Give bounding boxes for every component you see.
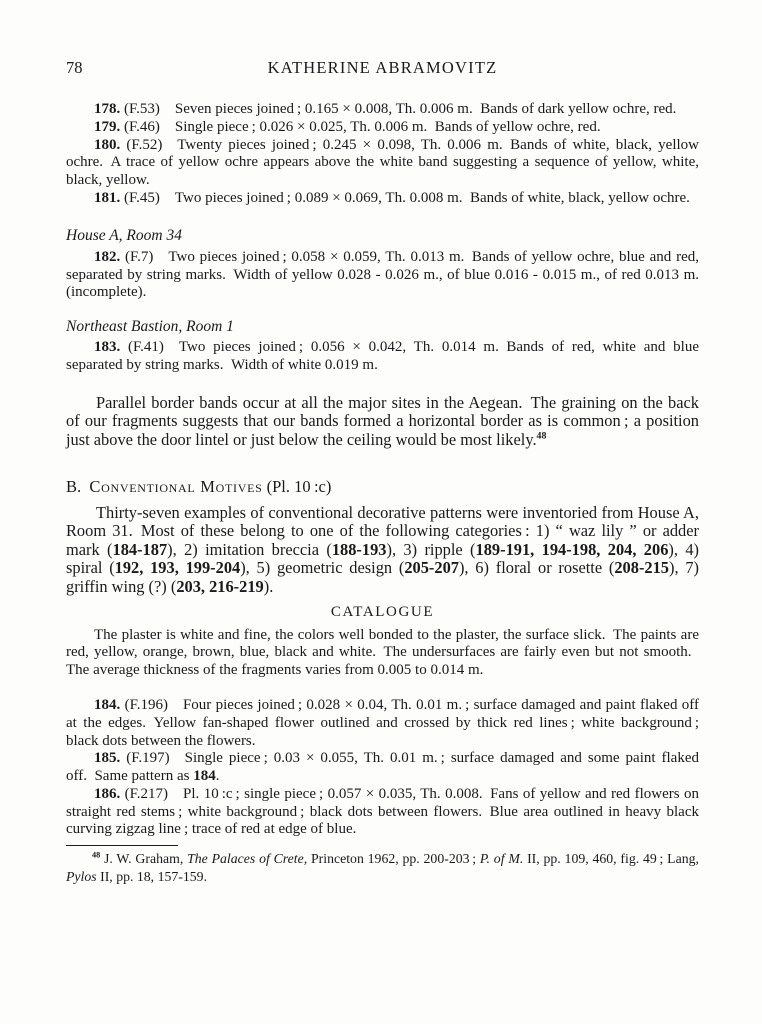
catalog-entry-181: 181. (F.45) Two pieces joined ; 0.089 × 0.069, Th. 0.008 m. Bands of white, black, yellow ochre. — [94, 189, 690, 206]
catalog-entry-186: 186. (F.217) Pl. 10 :c ; single piece ; 0.057 × 0.035, Th. 0.008. Fans of yellow and red flowers on straight red stems ; white background ; black dots between flowers. Blue area outlined in heavy black curving zigzag line ; trace of red at edge of blue. — [66, 785, 699, 838]
section-heading-house-a-room-34: House A, Room 34 — [66, 226, 182, 244]
catalog-entry-178: 178. (F.53) Seven pieces joined ; 0.165 × 0.008, Th. 0.006 m. Bands of dark yellow ochre, red. — [94, 101, 677, 117]
section-b-heading: B. Conventional Motives (Pl. 10 :c) — [66, 476, 332, 496]
running-header-title: KATHERINE ABRAMOVITZ — [267, 58, 498, 77]
catalog-entry-180: 180. (F.52) Twenty pieces joined ; 0.245 × 0.098, Th. 0.006 m. Bands of white, black, yellow ochre. A trace of yellow ochre appears above the white band suggesting a sequence of yellow, white, black, yellow. — [66, 136, 699, 189]
catalog-entry-182: 182. (F.7) Two pieces joined ; 0.058 × 0.059, Th. 0.013 m. Bands of yellow ochre, blue and red, separated by string marks. Width of yellow 0.028 - 0.026 m., of blue 0.016 - 0.015 m., of red 0.013 m. (incomplete). — [66, 248, 699, 301]
section-b-paragraph: Thirty-seven examples of conventional decorative patterns were inventoried from House A, Room 31. Most of these belong to one of the following categories : 1) “ waz lily ” or adder mark (184-187), 2) imitation breccia (188-193), 3) ripple (189-191, 194-198, 204, 206), 4) spiral (192, 193, 199-204), 5) geometric design (205-207), 6) floral or rosette (208-215), 7) griffin wing (?) (203, 216-219). — [66, 502, 699, 596]
page-number: 78 — [66, 58, 83, 77]
journal-page — [66, 58, 699, 885]
catalog-entry-179: 179. (F.46) Single piece ; 0.026 × 0.025, Th. 0.006 m. Bands of yellow ochre, red. — [94, 118, 601, 135]
catalog-entry-185: 185. (F.197) Single piece ; 0.03 × 0.055, Th. 0.01 m. ; surface damaged and some paint flaked off. Same pattern as 184. — [66, 750, 699, 785]
discussion-paragraph: Parallel border bands occur at all the major sites in the Aegean. The graining on the back of our fragments suggests that our bands formed a horizontal border as is common ; a position just above the door lintel or just below the ceiling would be most likely.$^{48}$ — [66, 392, 699, 449]
footnote-rule — [66, 845, 178, 846]
running-header — [66, 58, 699, 78]
catalogue-intro-paragraph: The plaster is white and fine, the colors well bonded to the plaster, the surface slick. The paints are red, yellow, orange, brown, blue, black and white. The undersurfaces are fairly even but not smooth. The average thickness of the fragments varies from 0.005 to 0.014 m. — [66, 626, 699, 679]
catalog-entry-184: 184. (F.196) Four pieces joined ; 0.028 × 0.04, Th. 0.01 m. ; surface damaged and paint flaked off at the edges. Yellow fan-shaped flower outlined and crossed by thick red lines ; white background ; black dots between the flowers. — [66, 696, 699, 749]
section-heading-northeast-bastion-room-1: Northeast Bastion, Room 1 — [66, 318, 234, 336]
catalogue-heading: CATALOGUE — [330, 603, 435, 620]
catalog-entry-183: 183. (F.41) Two pieces joined ; 0.056 × 0.042, Th. 0.014 m. Bands of red, white and blue separated by string marks. Width of white 0.019 m. — [66, 339, 699, 373]
footnote-48: $^{48}$ J. W. Graham, The Palaces of Crete, Princeton 1962, pp. 200-203 ; P. of M. II, pp. 109, 460, fig. 49 ; Lang, Pylos II, pp. 18, 157-159. — [66, 850, 699, 884]
